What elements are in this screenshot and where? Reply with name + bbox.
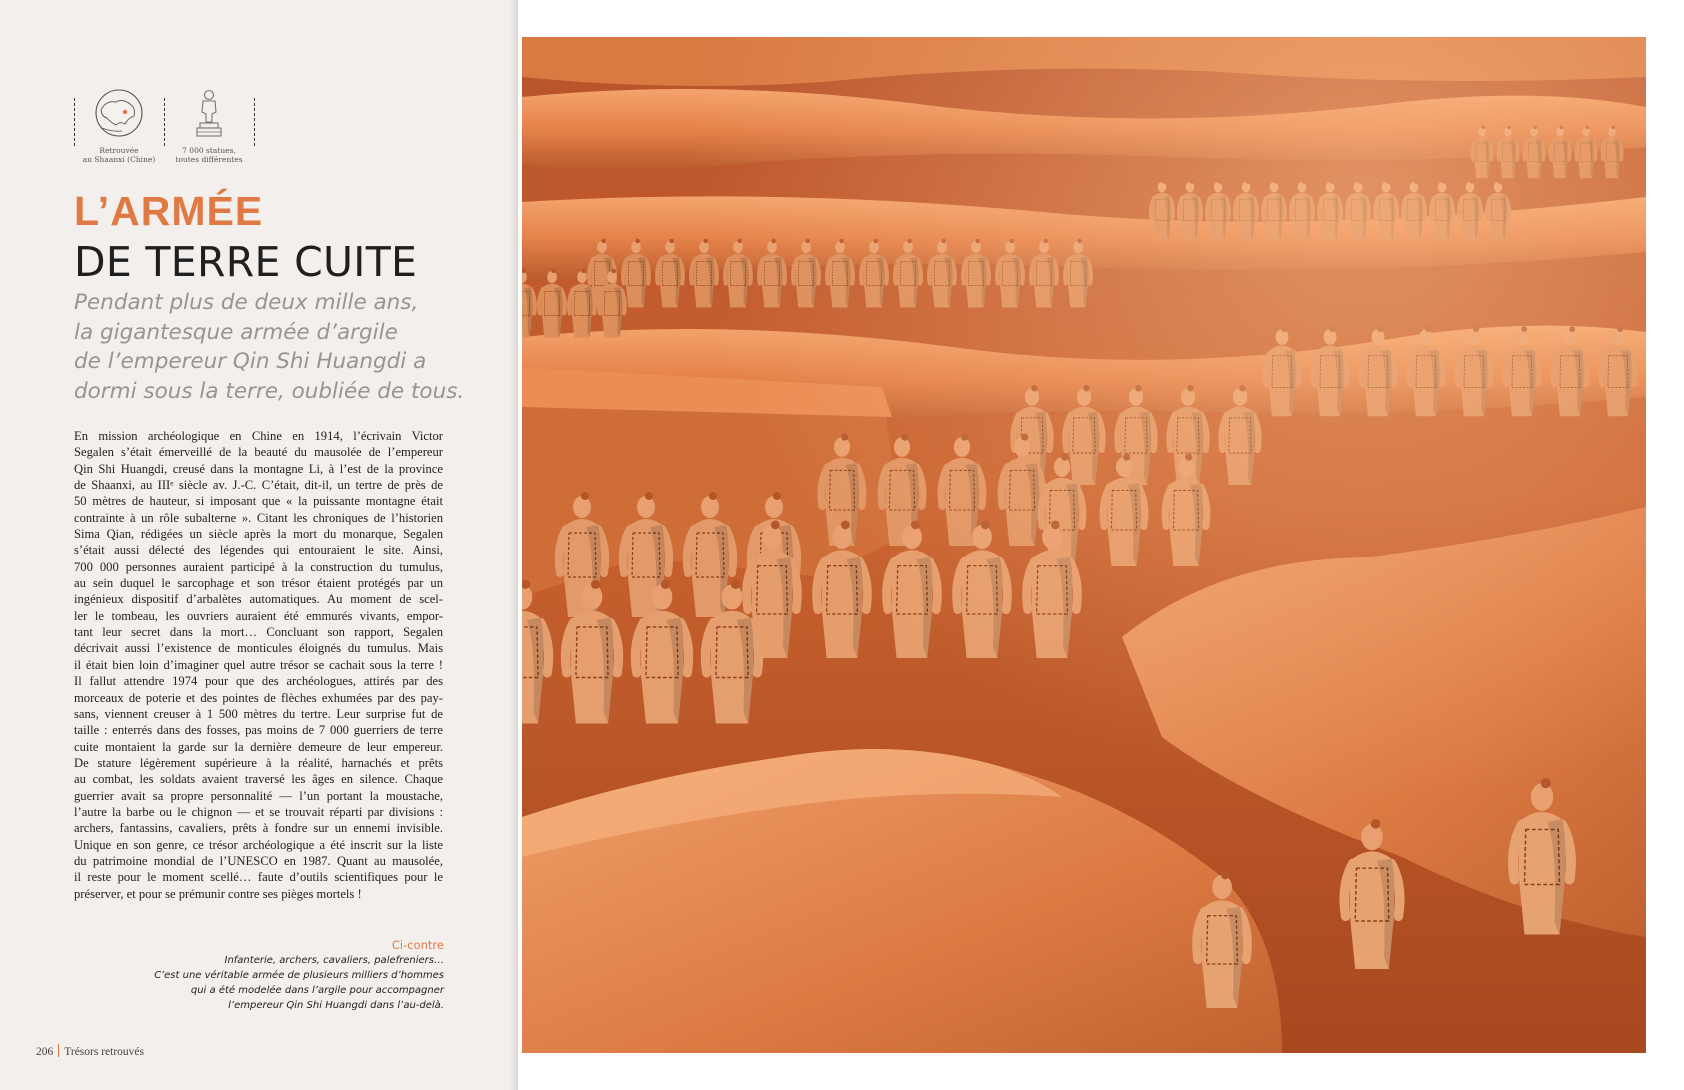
badge-divider [74,98,75,146]
body-line: au sein duquel le sarcophage et son trésor étaient protégés par un [74,576,443,591]
body-line: de Shaanxi, au IIIᵉ siècle av. J.-C. C’était, dit-il, un tertre de près de [74,478,443,493]
body-line: préserver, et pour se prémunir contre ses pièges mortels ! [74,886,362,901]
body-line: morceaux de poterie et des pointes de flèches exhumées par des pay- [74,690,443,705]
body-line: 700 000 personnes auraient participé à la construction du tumulus, [74,559,443,574]
body-line: il était bien loin d’imaginer quel autre trésor se cachait sous la terre ! [74,657,443,672]
article-body [74,428,443,902]
badge-divider [164,98,165,146]
caption-line: l’empereur Qin Shi Huangdi dans l’au-delà. [228,1000,444,1011]
caption-line: C’est une véritable armée de plusieurs milliers d’hommes [154,970,444,981]
body-line: s’était aussi délecté des légendes qui entouraient le site. Ainsi, [74,543,443,558]
body-line: contrainte à un rôle subalterne ». Citant les chroniques de l’historien [74,510,443,525]
title-line2: DE TERRE CUITE [74,238,418,286]
body-line: guerrier avait sa propre personnalité — l’un portant la moustache, [74,788,443,803]
page-number: 206 [36,1046,54,1058]
caption-line: qui a été modelée dans l’argile pour accompagner [190,985,444,996]
badge-caption-line: au Shaanxi (Chine) [82,155,156,164]
body-line: sans, viennent creuser à 1 500 mètres du tertre. Leur surprise fut de [74,706,443,721]
footer-divider [58,1044,59,1057]
body-line: Qin Shi Huangdi, creusé dans la montagne Li, à l’est de la province [74,461,443,476]
body-line: décrivait aussi l’existence de monticules éloignés du tumulus. Mais [74,641,443,656]
terracotta-army-illustration [522,37,1646,1053]
body-line: En mission archéologique en Chine en 1914, l’écrivain Victor [74,429,443,443]
badge-caption-line: Retrouvée [99,146,139,155]
body-line: Il fallut attendre 1974 pour que des archéologues, attirés par des [74,674,443,689]
title-line1: L’ARMÉE [74,188,264,234]
body-line: du patrimoine mondial de l’UNESCO en 1987. Quant au mausolée, [74,853,443,868]
subtitle-line: la gigantesque armée d’argile [74,319,398,345]
badge-divider [254,98,255,146]
left-page [0,0,518,1090]
body-line: au combat, les soldats avaient traversé les âges en silence. Chaque [74,772,443,787]
section-name: Trésors retrouvés [64,1046,144,1058]
body-line: cuite montaient la garde sur la dernière demeure de leur empereur. [74,739,443,754]
body-line: tant leur secret dans la mort… Concluant son rapport, Segalen [74,625,443,640]
body-line: De stature légèrement supérieure à la réalité, harnachés et prêts [74,755,443,770]
subtitle-line: dormi sous la terre, oubliée de tous. [74,378,465,404]
body-line: l’autre la barbe ou le chignon — et se trouvait réparti par divisions : [74,804,443,819]
body-line: 50 mètres de hauteur, si imposant que « la puissante montagne était [74,494,443,509]
light-glow [522,37,1646,1053]
subtitle-line: Pendant plus de deux mille ans, [74,290,419,315]
globe-map-icon [92,88,146,142]
caption-heading: Ci-contre [391,938,444,952]
caption-line: Infanterie, archers, cavaliers, palefreniers… [224,955,444,966]
photo-caption [124,938,444,1013]
subtitle [74,288,474,406]
page-footer [36,1044,144,1058]
badge-caption-line: toutes différentes [175,155,243,164]
body-line: Sima Qian, rédigées un siècle après la mort du monarque, Segalen [74,527,443,542]
body-line: Segalen s’était émerveillé de la beauté du mausolée de l’empereur [74,445,443,460]
info-badges [74,88,264,168]
body-line: taille : enterrés dans des fosses, pas moins de 7 000 guerriers de terre [74,723,443,738]
badge-caption-line: 7 000 statues, [182,146,236,155]
badge-statues-caption [165,146,253,164]
badge-location-caption [75,146,163,164]
body-line: ler le tombeau, les ouvriers auraient été emmurés vivants, empor- [74,608,443,623]
body-line: archers, fantassins, cavaliers, prêts à fondre sur un ennemi invisible. [74,821,443,836]
body-line: il reste pour le moment scellé… faute d’outils scientifiques pour le [74,870,443,885]
terracotta-army-photo [522,37,1646,1053]
body-line: Unique en son genre, ce trésor archéologique a été inscrit sur la liste [74,837,443,852]
statue-icon [182,88,236,142]
subtitle-line: de l’empereur Qin Shi Huangdi a [74,349,427,374]
body-line: ingénieux dispositif d’arbalètes automatiques. Au moment de scel- [74,592,443,607]
